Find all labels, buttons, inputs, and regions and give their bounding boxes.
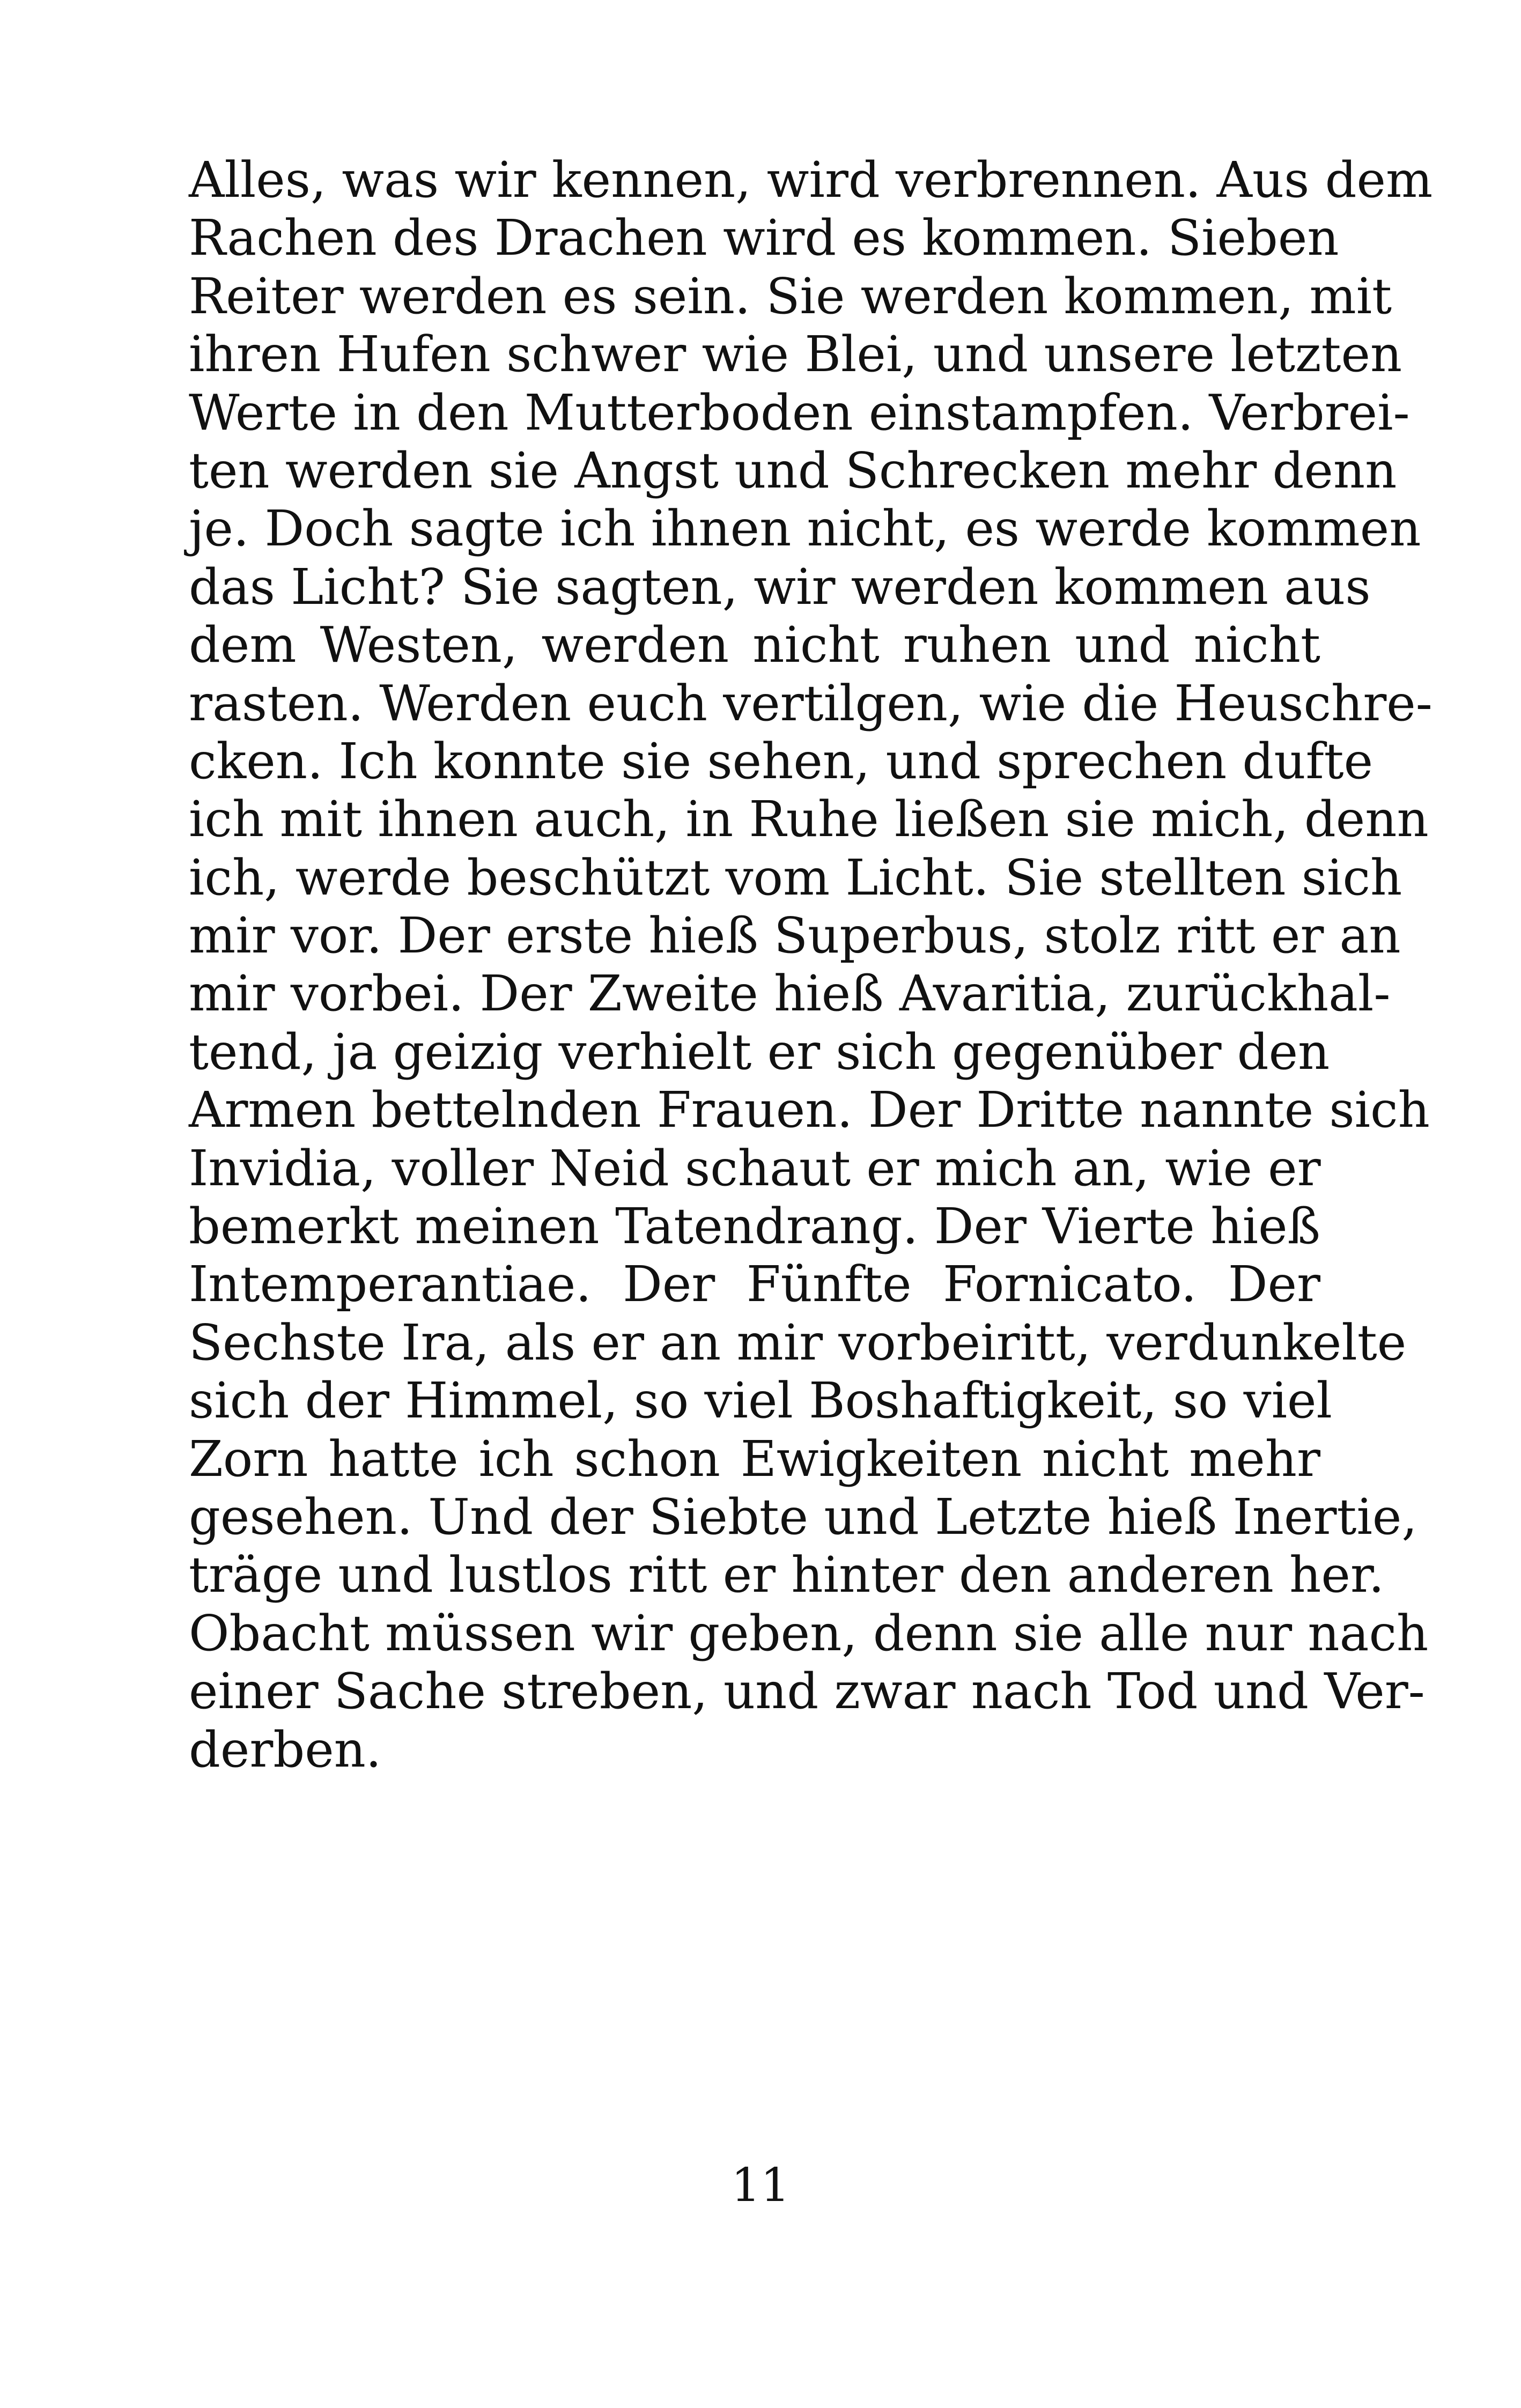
text-line: bemerkt meinen Tatendrang. Der Vierte hieß [189,1198,1320,1255]
page-number: 11 [731,2159,790,2212]
text-line: dem Westen, werden nicht ruhen und nicht [189,616,1320,674]
text-line: Sechste Ira, als er an mir vorbeiritt, verdunkelte [189,1313,1407,1371]
text-line: rasten. Werden euch vertilgen, wie die Heuschre- [189,674,1433,732]
text-line: Reiter werden es sein. Sie werden kommen, mit [189,267,1392,325]
text-line: ich, werde beschützt vom Licht. Sie stellten sich [189,848,1402,906]
text-line: Alles, was wir kennen, wird verbrennen. Aus dem [189,151,1433,209]
text-line: das Licht? Sie sagten, wir werden kommen aus [189,558,1371,616]
text-line: cken. Ich konnte sie sehen, und sprechen dufte [189,732,1374,790]
text-line: Obacht müssen wir geben, denn sie alle nur nach [189,1604,1429,1662]
text-line: Rachen des Drachen wird es kommen. Sieben [189,209,1339,267]
text-line: Zorn hatte ich schon Ewigkeiten nicht mehr [189,1430,1320,1488]
text-line: ich mit ihnen auch, in Ruhe ließen sie mich, denn [189,791,1429,848]
body-text [189,151,1433,1779]
text-line: ihren Hufen schwer wie Blei, und unsere letzten [189,326,1402,383]
text-line: Intemperantiae. Der Fünfte Fornicato. Der [189,1255,1320,1313]
text-line: mir vor. Der erste hieß Superbus, stolz ritt er an [189,907,1401,965]
text-line: mir vorbei. Der Zweite hieß Avaritia, zurückhal- [189,965,1391,1023]
text-line: sich der Himmel, so viel Boshaftigkeit, so viel [189,1372,1332,1430]
text-line: Invidia, voller Neid schaut er mich an, wie er [189,1139,1321,1197]
text-line: einer Sache streben, und zwar nach Tod und Ver- [189,1663,1425,1720]
text-line: tend, ja geizig verhielt er sich gegenüber den [189,1023,1330,1081]
text-line: ten werden sie Angst und Schrecken mehr denn [189,441,1397,499]
text-line: je. Doch sagte ich ihnen nicht, es werde kommen [189,500,1421,558]
text-line: Werte in den Mutterboden einstampfen. Verbrei- [189,383,1410,441]
text-line: Armen bettelnden Frauen. Der Dritte nannte sich [189,1081,1430,1139]
text-line: träge und lustlos ritt er hinter den anderen her. [189,1546,1384,1604]
text-line-last: derben. [189,1720,382,1778]
text-line: gesehen. Und der Siebte und Letzte hieß Inertie, [189,1488,1417,1546]
